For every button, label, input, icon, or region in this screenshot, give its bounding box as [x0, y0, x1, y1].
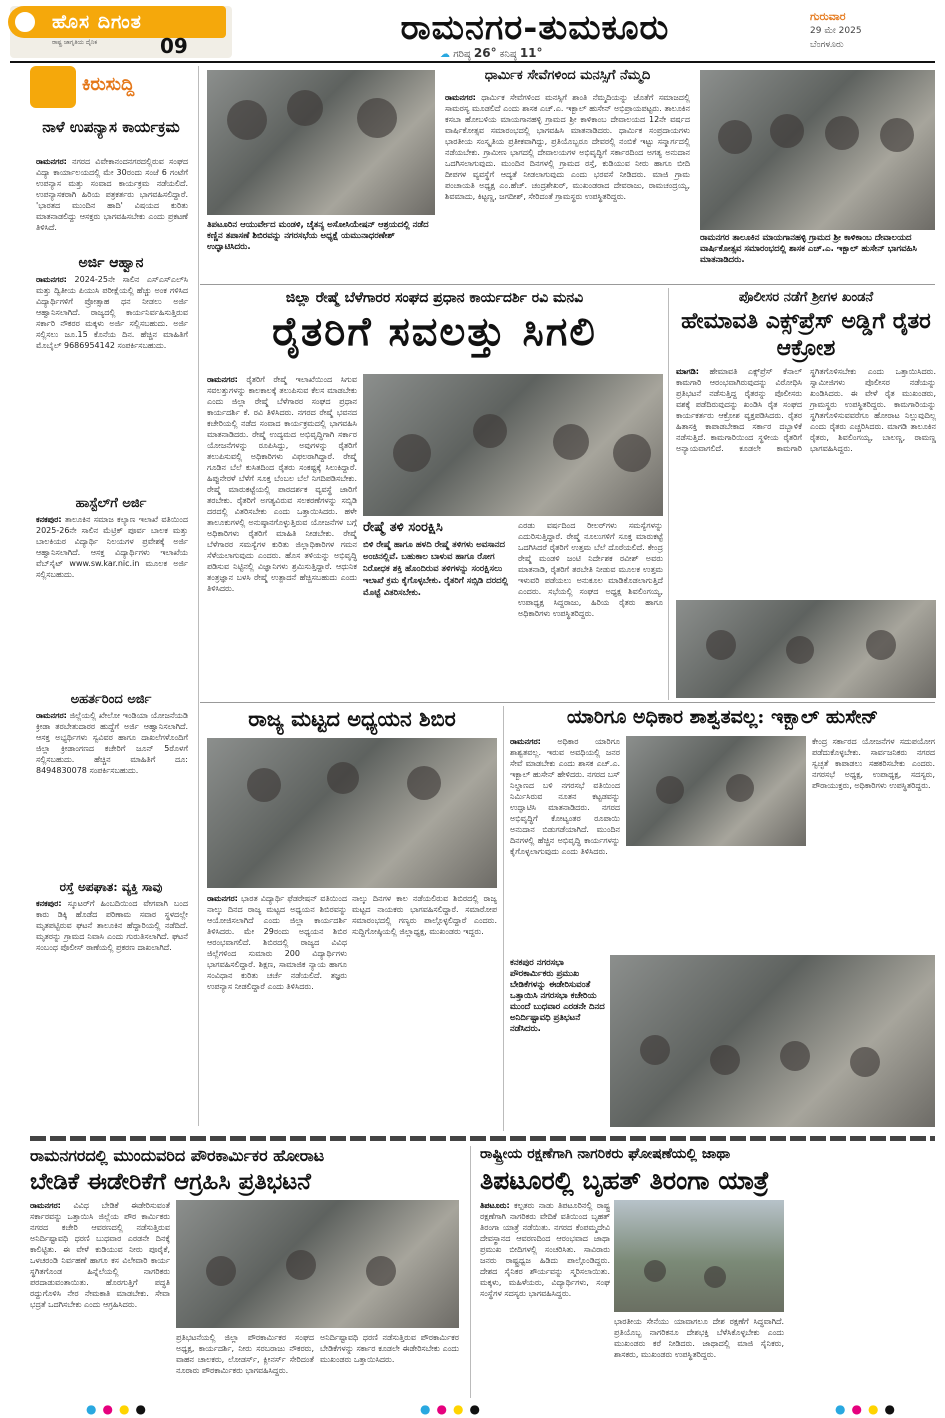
- lead-headline: ರೈತರಿಗೆ ಸವಲತ್ತು ಸಿಗಲಿ: [272, 308, 597, 355]
- masthead-name: ಹೊಸ ದಿಗಂತ: [52, 11, 142, 33]
- silk-meeting-photo: [363, 374, 663, 516]
- brief-body: ರಾಮನಗರ: ನಗರದ ವಿವೇಕಾನಂದನಗರದಲ್ಲಿರುವ ಸಂಘದ ವಿದ್ಯಾ ಕಾರ್ಯಾಲಯದಲ್ಲಿ ಮೇ 30ರಂದು ಸಂಜೆ 6 ಗಂಟೆಗೆ ಉಪನ್ಯಾಸ ಮತ್ತು ಸಂವಾದ ಕಾರ್ಯಕ್ರಮ ನಡೆಯಲಿದೆ. ಉಪನ್ಯಾಸಕರಾಗಿ ಹಿರಿಯ ಪತ್ರಕರ್ತರು ಭಾಗವಹಿಸಲಿದ್ದಾರೆ. 'ಭಾರತದ ಮುಂದಿನ ಹಾದಿ' ವಿಷಯದ ಕುರಿತು ಮಾತನಾಡಲಿದ್ದು ಆಸಕ್ತರು ಭಾಗವಹಿಸಬೇಕು ಎಂದು ಪ್ರಕಟಣೆ ತಿಳಿಸಿದೆ.: [36, 157, 188, 232]
- farmers-protest-photo: [676, 600, 936, 698]
- brief-body: ಕನಕಪುರ: ಸ್ಕೂಟರ್‌ಗೆ ಹಿಂಬದಿಯಿಂದ ವೇಗವಾಗಿ ಬಂದ ಕಾರು ಡಿಕ್ಕಿ ಹೊಡೆದ ಪರಿಣಾಮ ಸವಾರ ಸ್ಥಳದಲ್ಲೇ ಮೃತಪಟ್ಟಿರುವ ಘಟನೆ ತಾಲೂಕಿನ ಹೆದ್ದಾರಿಯಲ್ಲಿ ನಡೆದಿದೆ. ಮೃತರನ್ನು ಗ್ರಾಮದ ನಿವಾಸಿ ಎಂದು ಗುರುತಿಸಲಾಗಿದೆ. ಘಟನೆ ಸಂಬಂಧ ಪೊಲೀಸ್ ಠಾಣೆಯಲ್ಲಿ ಪ್ರಕರಣ ದಾಖಲಾಗಿದೆ.: [36, 899, 188, 952]
- tiranga-rally-photo: [614, 1200, 784, 1312]
- protest-body-continued: ಪ್ರತಿಭಟನೆಯಲ್ಲಿ ಜಿಲ್ಲಾ ಪೌರಕಾರ್ಮಿಕರ ಸಂಘದ ಅಧ್ಯಕ್ಷ, ಕಾರ್ಯದರ್ಶಿ, ನೀರು ಸರಬರಾಜು ನೌಕರರು, ವಾಹನ ಚಾಲಕರು, ಲೋಡರ್ಸ್, ಕ್ಲೀನರ್ಸ್ ಸೇರಿದಂತೆ ನೂರಾರು ಪೌರಕಾರ್ಮಿಕರು ಭಾಗವಹಿಸಿದ್ದರು.: [176, 1333, 314, 1375]
- sun-logo-icon: [12, 9, 38, 35]
- column-divider: [198, 66, 199, 1126]
- pourakarmika-strike-photo: [610, 955, 935, 1127]
- max-label: ಗರಿಷ್ಠ: [453, 49, 471, 60]
- quote-text: ಬಿಳಿ ರೇಷ್ಮೆ ಹಾಗೂ ಹಳದಿ ರೇಷ್ಮೆ ತಳಿಗಳು ಅವಸಾನದ ಅಂಚಿನಲ್ಲಿವೆ. ಬಹುಕಾಲ ಬಾಳುವ ಹಾಗೂ ರೋಗ ನಿರೋಧಕ ಶಕ್ತಿ ಹೊಂದಿರುವ ತಳಿಗಳನ್ನು ಸಂರಕ್ಷಿಸಲು ಇಲಾಖೆ ಕ್ರಮ ಕೈಗೊಳ್ಳಬೇಕು. ರೈತರಿಗೆ ಸಬ್ಸಿಡಿ ದರದಲ್ಲಿ ಮೊಟ್ಟೆ ವಿತರಿಸಬೇಕು.: [363, 540, 509, 598]
- police-headline: ಹೇಮಾವತಿ ಎಕ್ಸ್‌ಪ್ರೆಸ್ ಅಡ್ಡಿಗೆ ರೈತರ ಆಕ್ರೋಶ: [681, 308, 931, 361]
- min-label: ಕನಿಷ್ಠ: [499, 49, 517, 60]
- lead-kicker: ಜಿಲ್ಲಾ ರೇಷ್ಮೆ ಬೆಳೆಗಾರರ ಸಂಘದ ಪ್ರಧಾನ ಕಾರ್ಯದರ್ಶಿ ರವಿ ಮನವಿ: [285, 290, 584, 306]
- brief-title: ರಸ್ತೆ ಅಪಘಾತ: ವ್ಯಕ್ತಿ ಸಾವು: [59, 880, 163, 894]
- temple-function-photo: [700, 70, 935, 230]
- hand-icon: [30, 66, 76, 108]
- section-divider: [30, 1136, 935, 1141]
- camp-body-continued: ನಾಲ್ಕು ದಿನಗಳ ಕಾಲ ನಡೆಯಲಿರುವ ಶಿಬಿರದಲ್ಲಿ ರಾಜ್ಯ ಮಟ್ಟದ ನಾಯಕರು ಭಾಗವಹಿಸಲಿದ್ದಾರೆ. ಸಮಾರೋಪ ಸಮಾರಂಭದಲ್ಲಿ ಗಣ್ಯರು ಪಾಲ್ಗೊಳ್ಳಲಿದ್ದಾರೆ ಎಂದರು. ಸುದ್ದಿಗೋಷ್ಠಿಯಲ್ಲಿ ಜಿಲ್ಲಾಧ್ಯಕ್ಷ, ಮುಖಂಡರು ಇದ್ದರು.: [352, 894, 497, 936]
- police-body: ಮಾಗಡಿ: ಹೇಮಾವತಿ ಎಕ್ಸ್‌ಪ್ರೆಸ್ ಕೆನಾಲ್ ಕಾಮಗಾರಿ ಆರಂಭವಾಗಿರುವುದನ್ನು ವಿರೋಧಿಸಿ ಪ್ರತಿಭಟನೆ ನಡೆಸುತ್ತಿದ್ದ ರೈತರನ್ನು ಪೊಲೀಸರು ವಶಕ್ಕೆ ಪಡೆದಿರುವುದನ್ನು ಖಂಡಿಸಿ ರೈತ ಸಂಘದ ಕಾರ್ಯಕರ್ತರು ಆಕ್ರೋಶ ವ್ಯಕ್ತಪಡಿಸಿದರು. ರೈತರ ಹಿತಾಸಕ್ತಿ ಕಾಪಾಡಬೇಕಾದ ಸರ್ಕಾರ ದಬ್ಬಾಳಿಕೆ ನಡೆಸುತ್ತಿದೆ. ಕಾಮಗಾರಿಯಿಂದ ಸ್ಥಳೀಯ ರೈತರಿಗೆ ಅನ್ಯಾಯವಾಗಲಿದೆ. ಕೂಡಲೇ ಕಾಮಗಾರಿ ಸ್ಥಗಿತಗೊಳಿಸಬೇಕು ಎಂದು ಒತ್ತಾಯಿಸಿದರು. ಸ್ವಾಮೀಜಿಗಳು ಪೊಲೀಸರ ನಡೆಯನ್ನು ಖಂಡಿಸಿದರು. ಈ ವೇಳೆ ರೈತ ಮುಖಂಡರು, ಗ್ರಾಮಸ್ಥರು ಉಪಸ್ಥಿತರಿದ್ದರು. ಕಾಮಗಾರಿಯನ್ನು ಸ್ಥಗಿತಗೊಳಿಸುವವರೆಗೂ ಹೋರಾಟ ನಿಲ್ಲುವುದಿಲ್ಲ ಎಂದು ರೈತರು ಎಚ್ಚರಿಸಿದರು. ಮಾಗಡಿ ತಾಲೂಕಿನ ರೈತರು, ಶಿವಲಿಂಗಯ್ಯ, ಬಾಲಣ್ಣ, ರಾಮಣ್ಣ ಭಾಗವಹಿಸಿದ್ದರು.: [676, 367, 936, 453]
- protest-kicker: ರಾಮನಗರದಲ್ಲಿ ಮುಂದುವರಿದ ಪೌರಕಾರ್ಮಿಕರ ಹೋರಾಟ: [30, 1146, 325, 1165]
- iqbal-body-continued: ಕೇಂದ್ರ ಸರ್ಕಾರದ ಯೋಜನೆಗಳ ಸದುಪಯೋಗ ಪಡೆದುಕೊಳ್ಳಬೇಕು. ಸಾರ್ವಜನಿಕರು ನಗರದ ಸ್ವಚ್ಛತೆ ಕಾಪಾಡಲು ಸಹಕರಿಸಬೇಕು ಎಂದರು. ನಗರಸಭೆ ಅಧ್ಯಕ್ಷ, ಉಪಾಧ್ಯಕ್ಷ, ಸದಸ್ಯರು, ಪೌರಾಯುಕ್ತರು, ಅಧಿಕಾರಿಗಳು ಉಪಸ್ಥಿತರಿದ್ದರು.: [812, 737, 935, 790]
- photo-caption: ರಾಮನಗರ ತಾಲೂಕಿನ ಮಾಯಗಾನಹಳ್ಳಿ ಗ್ರಾಮದ ಶ್ರೀ ಕಾಳಿಕಾಂಬ ದೇವಾಲಯದ ವಾರ್ಷಿಕೋತ್ಸವ ಸಮಾರಂಭದಲ್ಲಿ ಶಾಸಕ ಎಚ್.ಎ. ಇಕ್ಬಾಲ್ ಹುಸೇನ್ ಭಾಗವಹಿಸಿ ಮಾತನಾಡಿದರು.: [700, 233, 917, 265]
- protest-body-continued: ಅನಿರ್ದಿಷ್ಟಾವಧಿ ಧರಣಿ ನಡೆಸುತ್ತಿರುವ ಪೌರಕಾರ್ಮಿಕರ ಬೇಡಿಕೆಗಳನ್ನು ಸರ್ಕಾರ ಕೂಡಲೇ ಈಡೇರಿಸಬೇಕು ಎಂದು ಮುಖಂಡರು ಒತ್ತಾಯಿಸಿದರು.: [320, 1333, 459, 1364]
- registration-dots: ●●●●: [835, 1402, 901, 1416]
- weather: [440, 46, 543, 60]
- lead-quote-box: [363, 520, 513, 698]
- brief-title: ಹಾಸ್ಟೆಲ್‌ಗೆ ಅರ್ಜಿ: [75, 496, 147, 511]
- row-rule: [200, 284, 935, 285]
- column-divider: [470, 1146, 471, 1398]
- city: ಬೆಂಗಳೂರು: [810, 40, 844, 50]
- top-story-title: ಧಾರ್ಮಿಕ ಸೇವೆಗಳಿಂದ ಮನಸ್ಸಿಗೆ ನೆಮ್ಮದಿ: [484, 68, 651, 83]
- protest-photo: [176, 1200, 459, 1328]
- brief-title: ನಾಳೆ ಉಪನ್ಯಾಸ ಕಾರ್ಯಕ್ರಮ: [42, 118, 180, 136]
- row-rule: [200, 702, 935, 703]
- top-story-body: ರಾಮನಗರ: ಧಾರ್ಮಿಕ ಸೇವೆಗಳಿಂದ ಮನಸ್ಸಿಗೆ ಶಾಂತಿ ನೆಮ್ಮದಿಯನ್ನು ಜೊತೆಗೆ ಸಮಾಜದಲ್ಲಿ ಸಾಮರಸ್ಯ ಮೂಡಲಿದೆ ಎಂದು ಶಾಸಕ ಎಚ್.ಎ. ಇಕ್ಬಾಲ್ ಹುಸೇನ್ ಅಭಿಪ್ರಾಯಪಟ್ಟರು. ತಾಲೂಕಿನ ಕಸಬಾ ಹೋಬಳಿಯ ಮಾಯಗಾನಹಳ್ಳಿ ಗ್ರಾಮದ ಶ್ರೀ ಕಾಳಿಕಾಂಬ ದೇವಾಲಯದ 12ನೇ ವರ್ಷದ ವಾರ್ಷಿಕೋತ್ಸವ ಸಮಾರಂಭದಲ್ಲಿ ಭಾಗವಹಿಸಿ ಮಾತನಾಡಿದರು. ಧಾರ್ಮಿಕ ಸಂಪ್ರದಾಯಗಳು ಭಾರತೀಯ ಸಂಸ್ಕೃತಿಯ ಪ್ರತೀಕವಾಗಿದ್ದು, ಪ್ರತಿಯೊಬ್ಬರೂ ದೇವರಲ್ಲಿ ನಂಬಿಕೆ ಇಟ್ಟು ಸನ್ಮಾರ್ಗದಲ್ಲಿ ನಡೆಯಬೇಕು. ಗ್ರಾಮೀಣ ಭಾಗದಲ್ಲಿ ದೇವಾಲಯಗಳ ಅಭಿವೃದ್ಧಿಗೆ ಸರ್ಕಾರದಿಂದ ಅಗತ್ಯ ಅನುದಾನ ಒದಗಿಸಲಾಗುವುದು. ಮುಂದಿನ ದಿನಗಳಲ್ಲಿ ಗ್ರಾಮದ ರಸ್ತೆ, ಕುಡಿಯುವ ನೀರು ಹಾಗೂ ಬೀದಿ ದೀಪಗಳ ವ್ಯವಸ್ಥೆಗೆ ಆದ್ಯತೆ ನೀಡಲಾಗುವುದು ಎಂದು ಭರವಸೆ ನೀಡಿದರು. ಮಾಜಿ ಗ್ರಾಮ ಪಂಚಾಯತಿ ಅಧ್ಯಕ್ಷ ಎಂ.ಹೆಚ್. ಚಂದ್ರಶೇಖರ್, ಮುಖಂಡರಾದ ದೇವರಾಜು, ರಾಮಚಂದ್ರಯ್ಯ, ಶಿವಮಾದು, ಕಿಟ್ಟಣ್ಣ, ಜಗದೀಶ್, ಸೇರಿದಂತೆ ಗ್ರಾಮಸ್ಥರು ಉಪಸ್ಥಿತರಿದ್ದರು.: [445, 93, 690, 201]
- police-kicker: ಪೊಲೀಸರ ನಡೆಗೆ ಶ್ರೀಗಳ ಖಂಡನೆ: [738, 290, 874, 305]
- brief-body: ರಾಮನಗರ: ಜಿಲ್ಲೆಯಲ್ಲಿ ಖೇಲೋ ಇಂಡಿಯಾ ಯೋಜನೆಯಡಿ ಕ್ರೀಡಾ ತರಬೇತುದಾರರ ಹುದ್ದೆಗೆ ಅರ್ಜಿ ಆಹ್ವಾನಿಸಲಾಗಿದೆ. ಆಸಕ್ತ ಅಭ್ಯರ್ಥಿಗಳು ಸ್ವವಿವರ ಹಾಗೂ ದಾಖಲೆಗಳೊಂದಿಗೆ ಜಿಲ್ಲಾ ಕ್ರೀಡಾಂಗಣದ ಕಚೇರಿಗೆ ಜೂನ್ 5ರೊಳಗೆ ಸಲ್ಲಿಸಬಹುದು. ಹೆಚ್ಚಿನ ಮಾಹಿತಿಗೆ ದೂ: 8494830078 ಸಂಪರ್ಕಿಸಬಹುದು.: [36, 711, 188, 775]
- eye-camp-photo: [207, 70, 435, 215]
- lead-body: ರಾಮನಗರ: ರೈತರಿಗೆ ರೇಷ್ಮೆ ಇಲಾಖೆಯಿಂದ ಸಿಗುವ ಸವಲತ್ತುಗಳನ್ನು ಕಾಲಕಾಲಕ್ಕೆ ತಲುಪಿಸುವ ಕೆಲಸ ಮಾಡಬೇಕು ಎಂದು ಜಿಲ್ಲಾ ರೇಷ್ಮೆ ಬೆಳೆಗಾರರ ಸಂಘದ ಪ್ರಧಾನ ಕಾರ್ಯದರ್ಶಿ ಕೆ. ರವಿ ತಿಳಿಸಿದರು. ನಗರದ ರೇಷ್ಮೆ ಭವನದ ಕಚೇರಿಯಲ್ಲಿ ನಡೆದ ಸಂವಾದ ಕಾರ್ಯಕ್ರಮದಲ್ಲಿ ಭಾಗವಹಿಸಿ ಮಾತನಾಡಿದರು. ರೇಷ್ಮೆ ಉದ್ಯಮದ ಅಭಿವೃದ್ಧಿಗಾಗಿ ಸರ್ಕಾರ ಯೋಜನೆಗಳನ್ನು ರೂಪಿಸಿದ್ದು, ಅವುಗಳನ್ನು ರೈತರಿಗೆ ತಲುಪಿಸುವಲ್ಲಿ ಅಧಿಕಾರಿಗಳು ವಿಫಲರಾಗಿದ್ದಾರೆ. ರೇಷ್ಮೆ ಗೂಡಿನ ಬೆಲೆ ಕುಸಿತದಿಂದ ರೈತರು ಸಂಕಷ್ಟಕ್ಕೆ ಸಿಲುಕಿದ್ದಾರೆ. ಹಿಪ್ಪುನೇರಳೆ ಬೆಳೆಗೆ ಸೂಕ್ತ ಬೆಂಬಲ ಬೆಲೆ ನಿಗದಿಪಡಿಸಬೇಕು. ರೇಷ್ಮೆ ಮಾರುಕಟ್ಟೆಯಲ್ಲಿ ಪಾರದರ್ಶಕ ವ್ಯವಸ್ಥೆ ಜಾರಿಗೆ ತರಬೇಕು. ರೈತರಿಗೆ ಅಗತ್ಯವಿರುವ ಸಲಕರಣೆಗಳನ್ನು ಸಬ್ಸಿಡಿ ದರದಲ್ಲಿ ವಿತರಿಸಬೇಕು ಎಂದು ಒತ್ತಾಯಿಸಿದರು. ಹಳೇ ತಾಲೂಕುಗಳಲ್ಲಿ ಅನುಷ್ಠಾನಗೊಳ್ಳುತ್ತಿರುವ ಯೋಜನೆಗಳ ಬಗ್ಗೆ ಅಧಿಕಾರಿಗಳು ರೈತರಿಗೆ ಮಾಹಿತಿ ನೀಡಬೇಕು. ರೇಷ್ಮೆ ಬೆಳೆಗಾರರ ಸಮಸ್ಯೆಗಳ ಕುರಿತು ಜಿಲ್ಲಾಧಿಕಾರಿಗಳ ಗಮನ ಸೆಳೆಯಲಾಗುವುದು ಎಂದರು. ಹೊಸ ತಳಿಯನ್ನು ಅಭಿವೃದ್ಧಿ ಪಡಿಸುವ ನಿಟ್ಟಿನಲ್ಲಿ ವಿಜ್ಞಾನಿಗಳು ಶ್ರಮಿಸುತ್ತಿದ್ದಾರೆ. ಆಧುನಿಕ ತಂತ್ರಜ್ಞಾನ ಬಳಸಿ ರೇಷ್ಮೆ ಉತ್ಪಾದನೆ ಹೆಚ್ಚಿಸಬಹುದು ಎಂದು ತಿಳಿಸಿದರು.: [207, 375, 357, 593]
- brief-title: ಅರ್ಜಿ ಆಹ್ವಾನ: [78, 255, 144, 271]
- max-temp: 26°: [473, 46, 497, 60]
- page-number: 09: [160, 34, 188, 58]
- camp-headline: ರಾಜ್ಯ ಮಟ್ಟದ ಅಧ್ಯಯನ ಶಿಬಿರ: [248, 706, 456, 731]
- tiranga-kicker: ರಾಷ್ಟ್ರೀಯ ರಕ್ಷಣೆಗಾಗಿ ನಾಗರಿಕರು ಘೋಷಣೆಯಲ್ಲಿ ಜಾಥಾ: [480, 1146, 731, 1162]
- tiranga-body: ತಿಪಟೂರು: ಕಲ್ಪತರು ನಾಡು ತಿಪಟೂರಿನಲ್ಲಿ ರಾಷ್ಟ್ರ ರಕ್ಷಣೆಗಾಗಿ ನಾಗರಿಕರು ವೇದಿಕೆ ವತಿಯಿಂದ ಬೃಹತ್ ತಿರಂಗಾ ಯಾತ್ರೆ ನಡೆಯಿತು. ನಗರದ ಕೆಂಪಮ್ಮದೇವಿ ದೇವಸ್ಥಾನದ ಆವರಣದಿಂದ ಆರಂಭವಾದ ಜಾಥಾ ಪ್ರಮುಖ ಬೀದಿಗಳಲ್ಲಿ ಸಂಚರಿಸಿತು. ಸಾವಿರಾರು ಜನರು ರಾಷ್ಟ್ರಧ್ವಜ ಹಿಡಿದು ಪಾಲ್ಗೊಂಡಿದ್ದರು. ದೇಶದ ಸೈನಿಕರ ಶೌರ್ಯವನ್ನು ಸ್ಮರಿಸಲಾಯಿತು. ಮಕ್ಕಳು, ಮಹಿಳೆಯರು, ವಿದ್ಯಾರ್ಥಿಗಳು, ಸಂಘ ಸಂಸ್ಥೆಗಳ ಸದಸ್ಯರು ಭಾಗವಹಿಸಿದ್ದರು.: [480, 1201, 610, 1298]
- masthead-tagline: ರಾಷ್ಟ್ರ ಜಾಗೃತಿಯ ದೈನಿಕ: [52, 39, 98, 46]
- brief-body: ರಾಮನಗರ: 2024-25ನೇ ಸಾಲಿನ ಎಸ್‌ಎಸ್‌ಎಲ್‌ಸಿ ಮತ್ತು ದ್ವಿತೀಯ ಪಿಯುಸಿ ಪರೀಕ್ಷೆಯಲ್ಲಿ ಹೆಚ್ಚು ಅಂಕ ಗಳಿಸಿದ ವಿದ್ಯಾರ್ಥಿಗಳಿಗೆ ಪ್ರೋತ್ಸಾಹ ಧನ ನೀಡಲು ಅರ್ಜಿ ಆಹ್ವಾನಿಸಲಾಗಿದೆ. ರಾಜ್ಯದಲ್ಲಿ ಕಾರ್ಯನಿರ್ವಹಿಸುತ್ತಿರುವ ಸರ್ಕಾರಿ ನೌಕರರ ಮಕ್ಕಳು ಅರ್ಜಿ ಸಲ್ಲಿಸಬಹುದು. ಅರ್ಜಿ ಸಲ್ಲಿಸಲು ಜೂ.15 ಕೊನೆಯ ದಿನ. ಹೆಚ್ಚಿನ ಮಾಹಿತಿಗೆ ಮೊಬೈಲ್ 9686954142 ಸಂಪರ್ಕಿಸಬಹುದು.: [36, 275, 188, 350]
- kirusuddi-label: ಕಿರುಸುದ್ದಿ: [82, 74, 135, 95]
- photo-caption: ತಿಪಟೂರಿನ ಆಯುರ್ವೇದ ಮಂಡಳಿ, ಚೈತನ್ಯ ಅಸೋಸಿಯೇಷನ್ ಆಶ್ರಯದಲ್ಲಿ ನಡೆದ ಕಣ್ಣಿನ ತಪಾಸಣೆ ಶಿಬಿರವನ್ನು ನಗರಸಭೆಯ ಅಧ್ಯಕ್ಷೆ ಯಮುನಾಧರಣೇಶ್ ಉದ್ಘಾಟಿಸಿದರು.: [207, 220, 429, 252]
- building-inauguration-photo: [626, 736, 806, 846]
- iqbal-headline: ಯಾರಿಗೂ ಅಧಿಕಾರ ಶಾಶ್ವತವಲ್ಲ: ಇಕ್ಬಾಲ್ ಹುಸೇನ್: [566, 706, 879, 728]
- lead-body-continued: ಎರಡು ವರ್ಷದಿಂದ ರೀಲರ್‌ಗಳು ಸಮಸ್ಯೆಗಳನ್ನು ಎದುರಿಸುತ್ತಿದ್ದಾರೆ. ರೇಷ್ಮೆ ನೂಲುಗಳಿಗೆ ಸೂಕ್ತ ಮಾರುಕಟ್ಟೆ ಒದಗಿಸಿದರೆ ರೈತರಿಗೆ ಉತ್ತಮ ಬೆಲೆ ದೊರೆಯಲಿದೆ. ಕೇಂದ್ರ ರೇಷ್ಮೆ ಮಂಡಳಿ ಜಂಟಿ ನಿರ್ದೇಶಕ ರವೀಶ್ ಅವರು ಮಾತನಾಡಿ, ರೈತರಿಗೆ ತರಬೇತಿ ನೀಡುವ ಮೂಲಕ ಉತ್ತಮ ಇಳುವರಿ ಪಡೆಯಲು ಅನುಕೂಲ ಮಾಡಿಕೊಡಲಾಗುತ್ತಿದೆ ಎಂದರು. ಸಭೆಯಲ್ಲಿ ಸಂಘದ ಅಧ್ಯಕ್ಷ ಶಿವಲಿಂಗಯ್ಯ, ಉಪಾಧ್ಯಕ್ಷ ಸಿದ್ದರಾಜು, ಹಿರಿಯ ರೈತರು ಹಾಗೂ ಅಧಿಕಾರಿಗಳು ಉಪಸ್ಥಿತರಿದ್ದರು.: [518, 521, 663, 618]
- tiranga-body-continued: ಭಾರತೀಯ ಸೇನೆಯು ಯಾವಾಗಲೂ ದೇಶ ರಕ್ಷಣೆಗೆ ಸಿದ್ಧವಾಗಿದೆ. ಪ್ರತಿಯೊಬ್ಬ ನಾಗರಿಕನೂ ದೇಶಭಕ್ತಿ ಬೆಳೆಸಿಕೊಳ್ಳಬೇಕು ಎಂದು ಮುಖಂಡರು ಕರೆ ನೀಡಿದರು. ಜಾಥಾದಲ್ಲಿ ಮಾಜಿ ಸೈನಿಕರು, ಶಾಸಕರು, ಮುಖಂಡರು ಉಪಸ್ಥಿತರಿದ್ದರು.: [614, 1317, 784, 1359]
- brief-body: ಕನಕಪುರ: ತಾಲೂಕಿನ ಸಮಾಜ ಕಲ್ಯಾಣ ಇಲಾಖೆ ವತಿಯಿಂದ 2025-26ನೇ ಸಾಲಿನ ಮೆಟ್ರಿಕ್ ಪೂರ್ವ ಬಾಲಕ ಮತ್ತು ಬಾಲಕಿಯರ ವಿದ್ಯಾರ್ಥಿ ನಿಲಯಗಳ ಪ್ರವೇಶಕ್ಕೆ ಅರ್ಜಿ ಆಹ್ವಾನಿಸಲಾಗಿದೆ. ಆಸಕ್ತ ವಿದ್ಯಾರ್ಥಿಗಳು ಇಲಾಖೆಯ ವೆಬ್‌ಸೈಟ್ www.sw.kar.nic.in ಮೂಲಕ ಅರ್ಜಿ ಸಲ್ಲಿಸಬಹುದು.: [36, 515, 188, 579]
- weather-icon: ☁: [440, 49, 450, 60]
- min-temp: 11°: [519, 46, 543, 60]
- section-title: ರಾಮನಗರ-ತುಮಕೂರು: [400, 8, 670, 48]
- registration-dots: ●●●●: [420, 1402, 486, 1416]
- protest-headline: ಬೇಡಿಕೆ ಈಡೇರಿಕೆಗೆ ಆಗ್ರಹಿಸಿ ಪ್ರತಿಭಟನೆ: [30, 1168, 311, 1195]
- date-box: [810, 10, 930, 52]
- header-rule: [10, 61, 935, 63]
- column-divider: [503, 706, 504, 1131]
- masthead-logo-bar: [8, 6, 226, 38]
- photo-caption: ಕನಕಪುರ ನಗರಸಭಾ ಪೌರಕಾರ್ಮಿಕರು ಪ್ರಮುಖ ಬೇಡಿಕೆಗಳನ್ನು ಈಡೇರಿಸುವಂತೆ ಒತ್ತಾಯಿಸಿ ನಗರಸಭಾ ಕಚೇರಿಯ ಮುಂದೆ ಬುಧವಾರ ಎರಡನೇ ದಿನದ ಅನಿರ್ದಿಷ್ಟಾವಧಿ ಪ್ರತಿಭಟನೆ ನಡೆಸಿದರು.: [510, 958, 605, 1034]
- date: 29 ಮೇ 2025: [810, 26, 862, 36]
- camp-poster-release-photo: [207, 738, 497, 888]
- column-divider: [668, 288, 669, 700]
- quote-title: ರೇಷ್ಮೆ ತಳಿ ಸಂರಕ್ಷಿಸಿ: [363, 520, 443, 535]
- day: ಗುರುವಾರ: [810, 10, 846, 23]
- brief-title: ಅಹರ್ತರಿಂದ ಅರ್ಜಿ: [70, 692, 152, 707]
- camp-body: ರಾಮನಗರ: ಭಾರತ ವಿದ್ಯಾರ್ಥಿ ಫೆಡರೇಷನ್ ವತಿಯಿಂದ ನಾಲ್ಕು ದಿನದ ರಾಜ್ಯ ಮಟ್ಟದ ಅಧ್ಯಯನ ಶಿಬಿರವನ್ನು ಆಯೋಜಿಸಲಾಗಿದೆ ಎಂದು ಜಿಲ್ಲಾ ಕಾರ್ಯದರ್ಶಿ ತಿಳಿಸಿದರು. ಮೇ 29ರಂದು ಅಧ್ಯಯನ ಶಿಬಿರ ಆರಂಭವಾಗಲಿದೆ. ಶಿಬಿರದಲ್ಲಿ ರಾಜ್ಯದ ವಿವಿಧ ಜಿಲ್ಲೆಗಳಿಂದ ಸುಮಾರು 200 ವಿದ್ಯಾರ್ಥಿಗಳು ಭಾಗವಹಿಸಲಿದ್ದಾರೆ. ಶಿಕ್ಷಣ, ಸಾಮಾಜಿಕ ನ್ಯಾಯ ಹಾಗೂ ಸಂವಿಧಾನ ಕುರಿತು ಚರ್ಚೆ ನಡೆಯಲಿದೆ. ತಜ್ಞರು ಉಪನ್ಯಾಸ ನೀಡಲಿದ್ದಾರೆ ಎಂದು ತಿಳಿಸಿದರು.: [207, 894, 347, 991]
- protest-body: ರಾಮನಗರ: ವಿವಿಧ ಬೇಡಿಕೆ ಈಡೇರಿಸುವಂತೆ ಸರ್ಕಾರವನ್ನು ಒತ್ತಾಯಿಸಿ ಜಿಲ್ಲೆಯ ಪೌರ ಕಾರ್ಮಿಕರು ನಗರದ ಕಚೇರಿ ಆವರಣದಲ್ಲಿ ನಡೆಸುತ್ತಿರುವ ಅನಿರ್ದಿಷ್ಟಾವಧಿ ಧರಣಿ ಬುಧವಾರ ಎರಡನೇ ದಿನಕ್ಕೆ ಕಾಲಿಟ್ಟಿತು. ಈ ವೇಳೆ ಕುಡಿಯುವ ನೀರು ಪೂರೈಕೆ, ಒಳಚರಂಡಿ ನಿರ್ವಹಣೆ ಹಾಗೂ ಕಸ ವಿಲೇವಾರಿ ಕಾರ್ಯ ಸ್ಥಗಿತಗೊಂಡ ಹಿನ್ನೆಲೆಯಲ್ಲಿ ನಾಗರಿಕರು ಪರದಾಡುವಂತಾಯಿತು. ಹೊರಗುತ್ತಿಗೆ ಪದ್ಧತಿ ರದ್ದುಗೊಳಿಸಿ ನೇರ ನೇಮಕಾತಿ ಮಾಡಬೇಕು. ಸೇವಾ ಭದ್ರತೆ ಒದಗಿಸಬೇಕು ಎಂದು ಆಗ್ರಹಿಸಿದರು.: [30, 1201, 170, 1309]
- tiranga-headline: ತಿಪಟೂರಲ್ಲಿ ಬೃಹತ್ ತಿರಂಗಾ ಯಾತ್ರೆ: [480, 1166, 770, 1195]
- registration-dots: ●●●●: [86, 1402, 152, 1416]
- iqbal-body: ರಾಮನಗರ: ಅಧಿಕಾರ ಯಾರಿಗೂ ಶಾಶ್ವತವಲ್ಲ. ಇರುವ ಅವಧಿಯಲ್ಲಿ ಜನರ ಸೇವೆ ಮಾಡಬೇಕು ಎಂದು ಶಾಸಕ ಎಚ್.ಎ. ಇಕ್ಬಾಲ್ ಹುಸೇನ್ ಹೇಳಿದರು. ನಗರದ ಬಸ್ ನಿಲ್ದಾಣದ ಬಳಿ ನಗರಸಭೆ ವತಿಯಿಂದ ನಿರ್ಮಿಸಿರುವ ನೂತನ ಕಟ್ಟಡವನ್ನು ಉದ್ಘಾಟಿಸಿ ಮಾತನಾಡಿದರು. ನಗರದ ಅಭಿವೃದ್ಧಿಗೆ ಕೋಟ್ಯಂತರ ರೂಪಾಯಿ ಅನುದಾನ ಬಿಡುಗಡೆಯಾಗಿದೆ. ಮುಂದಿನ ದಿನಗಳಲ್ಲಿ ಹೆಚ್ಚಿನ ಅಭಿವೃದ್ಧಿ ಕಾರ್ಯಗಳನ್ನು ಕೈಗೊಳ್ಳಲಾಗುವುದು ಎಂದು ತಿಳಿಸಿದರು.: [510, 737, 620, 856]
